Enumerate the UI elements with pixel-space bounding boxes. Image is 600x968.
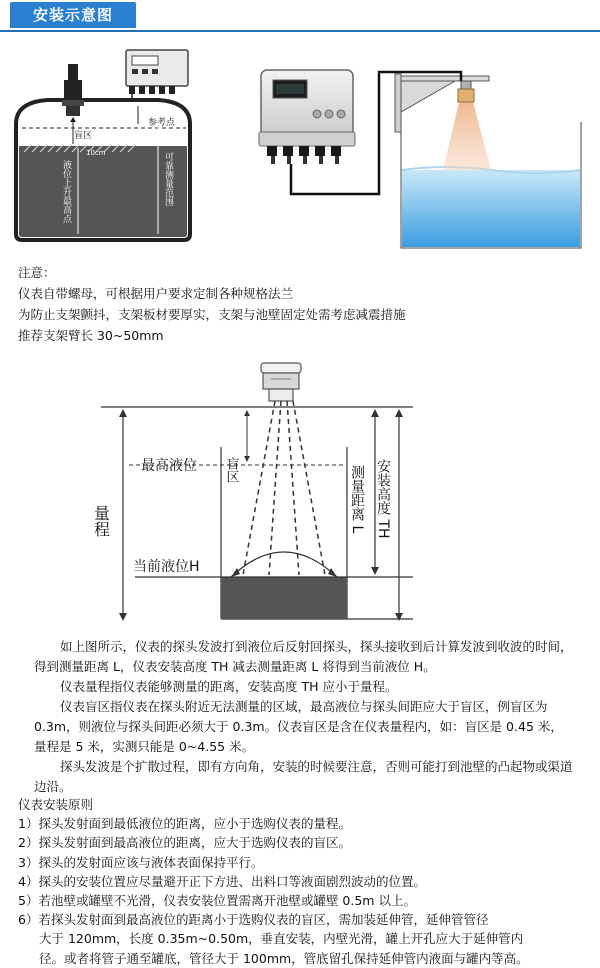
explanation-section	[34, 637, 574, 797]
transmitter-box	[259, 70, 355, 164]
principle-item: 3）探头的发射面应该与液体表面保持平行。	[18, 854, 264, 870]
notes-line: 为防止支架颤抖，支架板材要厚实，支架与池壁固定处需考虑减震措施	[18, 307, 406, 322]
principle-item: 2）探头发射面到最高液位的距离，应大于选购仪表的盲区。	[18, 835, 351, 851]
flange-gap-label: 10cm	[86, 149, 106, 157]
install-height-label: 安装高度 TH	[375, 459, 391, 539]
range-label: 量程	[91, 505, 111, 537]
explanation-paragraph: 探头发波是个扩散过程，即有方向角，安装的时候要注意，否则可能打到池壁的凸起物或渠道边沿。	[34, 759, 573, 794]
highest-level-label: 液位上升最高点	[61, 160, 71, 223]
probe-housing	[261, 363, 301, 401]
principle-item: 4）探头的安装位置应尽量避开正下方进、出料口等液面剧烈波动的位置。	[18, 873, 426, 889]
notes-section	[18, 262, 588, 346]
pool-installation-figure	[255, 66, 593, 256]
blind-zone-label: 盲区	[223, 457, 239, 483]
pool-water	[402, 170, 580, 247]
principle-item: 6）若探头发射面到最高液位的距离小于选购仪表的盲区，需加装延伸管，延伸管管径	[18, 912, 489, 928]
section-header	[0, 0, 600, 32]
highest-level-label: 最高液位	[141, 458, 197, 474]
principle-item: 1）探头发射面到最低液位的距离，应小于选购仪表的量程。	[18, 816, 351, 832]
tank-installation-figure	[8, 44, 198, 250]
notes-line: 推荐支架臂长 30~50mm	[18, 328, 164, 343]
measurable-depth-label: 可靠测量范围	[163, 152, 173, 206]
liquid-body	[221, 577, 347, 619]
measure-distance-label: 测量距离 L	[349, 465, 365, 534]
transmitter-box	[126, 50, 188, 94]
explanation-paragraph: 仪表盲区指仪表在探头附近无法测量的区域，最高液位与探头间距应大于盲区，例盲区为 0.3m，则液位与探头间距必须大于 0.3m。仪表盲区是含在仪表量程内，如：盲区是 0.45 米，量程是 5 米，实测只能是 0~4.55 米。	[34, 699, 563, 754]
principle-item: 5）若池壁或罐壁不光滑，仪表安装位置需离开池壁或罐壁 0.5m 以上。	[18, 893, 416, 909]
current-level-label: 当前液位H	[133, 559, 200, 575]
principles-heading: 仪表安装原则	[18, 797, 94, 812]
explanation-paragraph: 如上图所示，仪表的探头发波打到液位后反射回探头，探头接收到后计算发波到收波的时间，得到测量距离 L，仪表安装高度 TH 减去测量距离 L 将得到当前液位 H。	[34, 639, 573, 674]
blind-zone-label: 盲区	[74, 131, 93, 141]
measurement-diagram	[91, 355, 425, 631]
explanation-paragraph: 仪表量程指仪表能够测量的距离，安装高度 TH 应小于量程。	[60, 679, 398, 694]
section-title: 安装示意图	[10, 2, 136, 28]
principle-continuation: 大于 120mm，长度 0.35m~0.50m，垂直安装，内壁光滑，罐上开孔应大于延伸管内	[39, 931, 524, 947]
principles-section	[18, 795, 593, 968]
reference-point-label: 参考点	[148, 118, 176, 128]
principle-continuation: 径。或者将管子通至罐底，管径大于 100mm，管底留孔保持延伸管内液面与罐内等高。	[39, 950, 529, 966]
notes-heading: 注意：	[18, 265, 56, 280]
notes-line: 仪表自带螺母，可根据用户要求定制各种规格法兰	[18, 286, 294, 301]
sensor-probe	[458, 81, 474, 102]
